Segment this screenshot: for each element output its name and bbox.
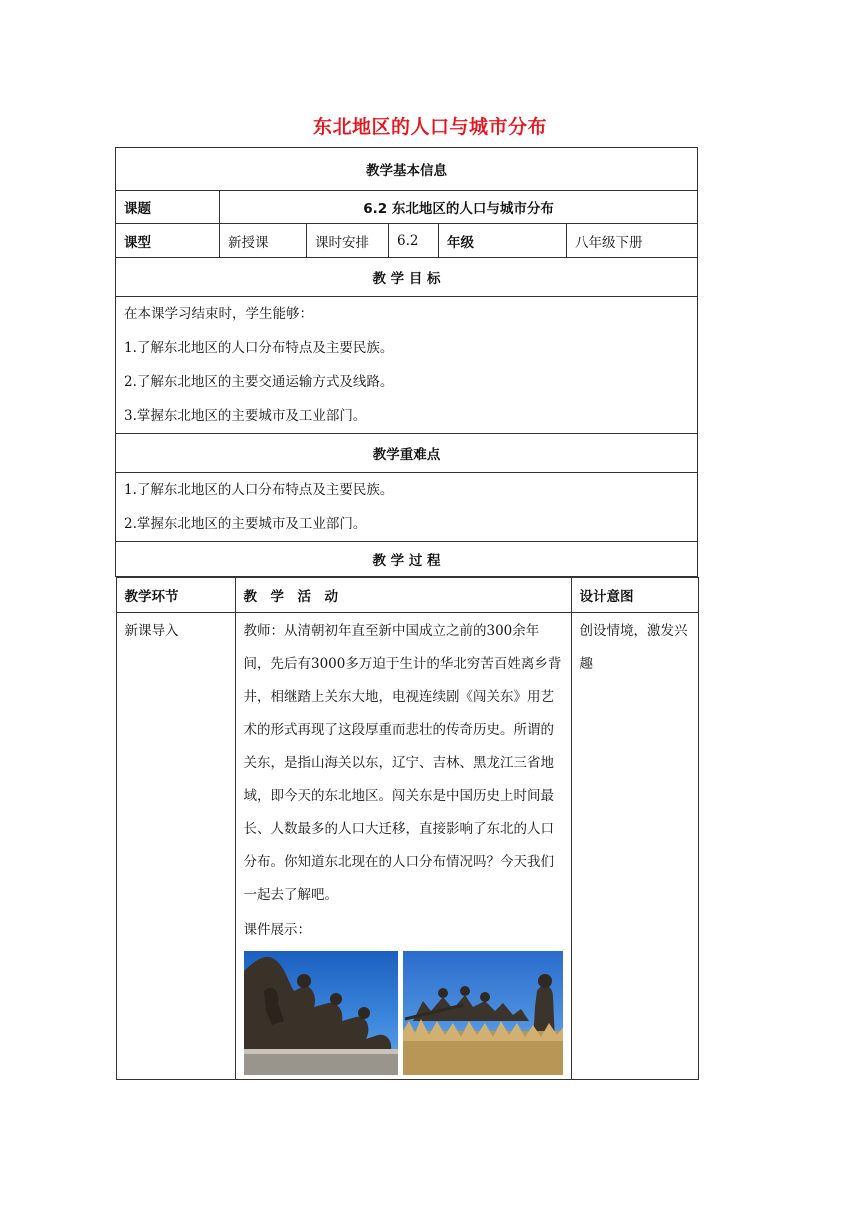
type-value: 新授课	[220, 224, 307, 258]
courseware-label: 课件展示：	[243, 922, 311, 938]
activity-text: 教师：从清朝初年直至新中国成立之前的300余年间，先后有3000多万迫于生计的华北穷苦百姓离乡背井，相继踏上关东大地，电视连续剧《闯关东》用艺术的形式再现了这段厚重而悲壮的传奇历史。所谓的关东，是指山海关以东，辽宁、吉林、黑龙江三省地域，即今天的东北地区。闯关东是中国历史上时间最长、人数最多的人口大迁移，直接影响了东北的人口分布。你知道东北现在的人口分布情况吗？今天我们一起去了解吧。	[243, 623, 562, 903]
courseware-images	[244, 951, 563, 1075]
stage-cell: 新课导入	[116, 613, 235, 1080]
key-point-item: 1.了解东北地区的人口分布特点及主要民族。	[124, 482, 394, 498]
key-points-cell	[116, 473, 698, 542]
grade-value: 八年级下册	[567, 224, 698, 258]
goal-item: 1.了解东北地区的人口分布特点及主要民族。	[124, 340, 394, 356]
col-intent-header: 设计意图	[571, 578, 698, 613]
activity-cell	[235, 613, 571, 1080]
topic-value: 6.2 东北地区的人口与城市分布	[220, 191, 698, 224]
statue-photo-2	[403, 951, 563, 1075]
grade-label: 年级	[439, 224, 567, 258]
process-header: 教 学 过 程	[116, 542, 698, 577]
goal-item: 3.掌握东北地区的主要城市及工业部门。	[124, 408, 367, 424]
process-section	[116, 577, 698, 1081]
goals-header: 教 学 目 标	[116, 258, 698, 297]
goals-cell	[116, 297, 698, 434]
col-stage-header: 教学环节	[116, 578, 235, 613]
key-point-item: 2.掌握东北地区的主要城市及工业部门。	[124, 516, 367, 532]
schedule-value: 6.2	[389, 224, 439, 258]
statue-photo-1	[244, 951, 398, 1075]
document-title: 东北地区的人口与城市分布	[312, 116, 547, 138]
process-table	[116, 577, 699, 1080]
basic-info-header: 教学基本信息	[116, 148, 698, 191]
goal-item: 2.了解东北地区的主要交通运输方式及线路。	[124, 374, 394, 390]
key-points-header: 教学重难点	[116, 434, 698, 473]
col-activity-header: 教 学 活 动	[235, 578, 571, 613]
intent-cell: 创设情境，激发兴趣	[571, 613, 698, 1080]
goals-intro: 在本课学习结束时，学生能够：	[124, 306, 313, 322]
lesson-plan-table	[115, 147, 698, 1080]
topic-label: 课题	[116, 191, 220, 224]
type-label: 课型	[116, 224, 220, 258]
schedule-label: 课时安排	[307, 224, 389, 258]
